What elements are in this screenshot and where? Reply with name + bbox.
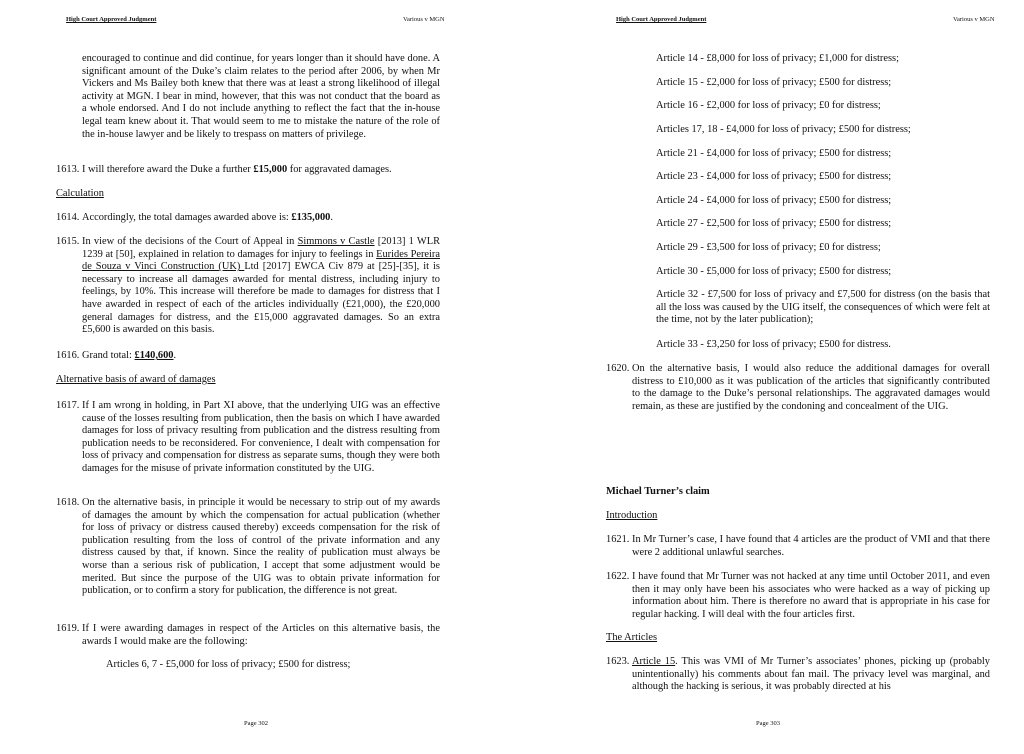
award-item: Articles 6, 7 - £5,000 for loss of privacy; £500 for distress; (106, 659, 351, 670)
case-citation-simmons: Simmons v Castle (297, 236, 375, 247)
header-case: Various v MGN (953, 16, 995, 23)
heading-introduction: Introduction (606, 510, 658, 521)
header-title: High Court Approved Judgment (66, 16, 157, 23)
award-item: Article 15 - £2,000 for loss of privacy; £500 for distress; (656, 77, 892, 88)
page-number: Page 303 (755, 720, 780, 727)
article-15-link[interactable]: Article 15 (632, 656, 676, 667)
paragraph-1613: 1613. I will therefore award the Duke a further £15,000 for aggravated damages. (56, 164, 392, 175)
paragraph-1619: 1619. If I were awarding damages in respect of the Articles on this alternative basis, the awards I would make are the following: (56, 623, 440, 647)
heading-calculation: Calculation (56, 188, 104, 199)
heading-the-articles: The Articles (606, 632, 658, 643)
paragraph-1620: 1620. On the alternative basis, I would also reduce the additional damages for overall distress to £10,000 as it was publication of the articles that significantly contributed to the damage to the Duke’s personal relationships. The aggravated damages would remain, as these are justified by the condoning and concealment of the UIG. (606, 363, 990, 412)
paragraph-1621: 1621. In Mr Turner’s case, I have found that 4 articles are the product of VMI and that there were 2 additional unlawful searches. (606, 534, 990, 558)
award-item: Article 16 - £2,000 for loss of privacy; £0 for distress; (656, 100, 881, 111)
paragraph-1622: 1622. I have found that Mr Turner was not hacked at any time until October 2011, and even then it may only have been his associates who were hacked as a way of picking up information about him. There is therefore no award that is appropriate in his case for regular hacking. I will deal with the four articles first. (606, 571, 990, 620)
award-item: Article 23 - £4,000 for loss of privacy; £500 for distress; (656, 171, 892, 182)
paragraph-1618: 1618. On the alternative basis, in principle it would be necessary to strip out of my awards of damages the amount by which the compensation for actual publication (whether for loss of privacy or distress caused thereby) exceeds compensation for the risk of publication resulting from the loss of control of the private information and any distress caused by that, if known. Since the reality of publication must always be worse than a serious risk of publication, I accept that some adjustment would be merited. But since the purpose of the UIG was to obtain private information for publication, or to confirm a story for publication, the difference is not great. (56, 497, 440, 597)
paragraph-1617: 1617. If I am wrong in holding, in Part XI above, that the underlying UIG was an effective cause of the losses resulting from publication, then the basis on which I have awarded damages for loss of privacy resulting from publication and the distress resulting from publication needs to be reconsidered. For convenience, I dealt with compensation for loss of privacy and compensation for distress as separate sums, though they were both damages for the misuse of private information constituted by the UIG. (56, 400, 440, 474)
award-item: Article 27 - £2,500 for loss of privacy; £500 for distress; (656, 218, 892, 229)
aggravated-amount: £15,000 (253, 164, 288, 175)
case-citation-souza: Eurides Pereira de Souza v Vinci Construction (UK) (82, 248, 441, 273)
paragraph-number: 1613. (56, 164, 80, 175)
heading-alternative-basis: Alternative basis of award of damages (56, 374, 216, 385)
header-case: Various v MGN (403, 16, 445, 23)
paragraph-1614: 1614. Accordingly, the total damages awarded above is: £135,000. (56, 212, 333, 223)
header-title: High Court Approved Judgment (616, 16, 707, 23)
award-item: Article 30 - £5,000 for loss of privacy; £500 for distress; (656, 266, 892, 277)
award-item: Article 33 - £3,250 for loss of privacy; £500 for distress. (656, 339, 891, 350)
grand-total-amount: £140,600 (134, 350, 174, 361)
paragraph-1623: 1623. Article 15. This was VMI of Mr Turner’s associates’ phones, picking up (probably unintentionally) his comments about fan mail. The privacy level was marginal, and although the hacking is serious, it was probably directed at his (606, 656, 990, 693)
continuation-paragraph: encouraged to continue and did continue, for years longer than it should have done. A significant amount of the Duke’s claim relates to the period after 2006, by when Mr Vickers and Ms Bailey both knew that there was at least a strong likelihood of illegal activity at MGN. I bear in mind, however, that this was not conduct that the board as a whole endorsed. And I do not include anything to reflect the fact that the in-house legal team knew about it. That would seem to me to mistake the nature of the role of the in-house lawyer and be likely to trespass on matters of privilege. (82, 53, 440, 140)
total-amount: £135,000 (291, 212, 331, 223)
award-item: Article 24 - £4,000 for loss of privacy; £500 for distress; (656, 195, 892, 206)
award-item: Article 21 - £4,000 for loss of privacy; £500 for distress; (656, 148, 892, 159)
award-item: Articles 17, 18 - £4,000 for loss of privacy; £500 for distress; (656, 124, 911, 135)
heading-turner-claim: Michael Turner’s claim (606, 486, 710, 497)
paragraph-1615: 1615. In view of the decisions of the Court of Appeal in Simmons v Castle [2013] 1 WLR 1239 at [50], explained in relation to damages for injury to feelings in Eurides Pereira de Souza v Vinci Construction (UK) Ltd [2017] EWCA Civ 879 at [25]-[35], it is necessary to increase all damages awarded for mental distress, including injury to feelings, by 10%. This increase will therefore be made to damages for distress that I have awarded in respect of each of the articles individually (£21,000), the £20,000 general damages for distress, and the £15,000 aggravated damages. So an extra £5,600 is awarded on this basis. (56, 236, 441, 336)
award-item: Article 32 - £7,500 for loss of privacy and £7,500 for distress (on the basis that all the loss was caused by the UIG itself, the consequences of which were felt at the time, not by the later publication); (656, 289, 990, 326)
page-number: Page 302 (243, 720, 268, 727)
page-303 (512, 0, 1024, 754)
paragraph-1616: 1616. Grand total: £140,600. (56, 350, 177, 361)
award-item: Article 29 - £3,500 for loss of privacy; £0 for distress; (656, 242, 881, 253)
award-item: Article 14 - £8,000 for loss of privacy; £1,000 for distress; (656, 53, 899, 64)
